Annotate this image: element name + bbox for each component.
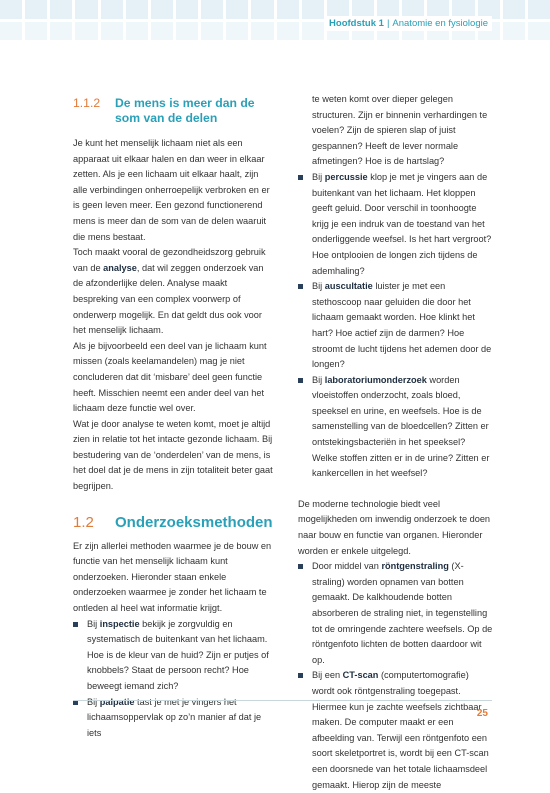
keyword: laboratoriumonderzoek [324, 374, 427, 385]
running-header [325, 16, 492, 31]
paragraph: Als je bijvoorbeeld een deel van je lichaam kunt missen (zoals keelamandelen) mag je niet concluderen dat dit ‘misbare’ deel geen functie heeft. Misschien neemt een ander deel van het lichaam deze functie wel over. [73, 340, 267, 414]
method-list [298, 170, 493, 482]
text-run: klop je met je vingers aan de buitenkant van het lichaam. Het kloppen geeft geluid. Door verschil in toonhoogte krijg je een indruk van de toestand van het onderliggende weefsel. Is het hart vergroot? Hoe ontplooien de longen zich tijdens de ademhaling? [312, 171, 492, 276]
text-run: bekijk je zorgvuldig en systematisch de buitenkant van het lichaam. Hoe is de kleur van de huid? Zijn er putjes of knobbels? Staat de persoon recht? Hoe beweegt iemand zich? [87, 618, 269, 691]
technology-list [298, 559, 493, 793]
keyword: percussie [324, 171, 368, 182]
keyword-analyse: analyse [103, 262, 137, 273]
text-run: Door middel van [312, 561, 382, 572]
text-run: Bij een [312, 670, 343, 681]
keyword: röntgenstraling [381, 561, 449, 572]
text-run: Bij [312, 281, 325, 292]
section-number: 1.1.2 [73, 96, 101, 110]
keyword: auscultatie [324, 281, 373, 292]
footer-rule [73, 700, 492, 701]
paragraph: Je kunt het menselijk lichaam niet als een apparaat uit elkaar halen en dan weer in elkaar zetten. Als je een lichaam uit elkaar haalt, zijn alle verbindingen onherroepelijk verbroken en er is geen leven meer. Een gezond functionerend mens is meer dan de som van de delen waaruit die mens bestaat. [73, 138, 270, 242]
list-item [298, 279, 493, 373]
header-separator: | [386, 18, 390, 29]
chapter-subtitle: Anatomie en fysiologie [392, 18, 488, 29]
keyword: inspectie [99, 618, 140, 629]
section-title: Onderzoeksmethoden [115, 513, 273, 531]
section-heading-12 [73, 513, 273, 533]
page-number: 25 [476, 708, 488, 719]
section-title: De mens is meer dan de som van de delen [115, 96, 255, 125]
text-run: worden vloeistoffen onderzocht, zoals bloed, speeksel en urine, en weefsels. Hoe is de samenstelling van de bloedcellen? Zitten er ontstekingsbacteriën in het speeksel? Welke stoffen zitten er in de urine? Zitten er kankercellen in het weefsel? [312, 374, 490, 479]
paragraph: Wat je door analyse te weten komt, moet je altijd zien in relatie tot het intacte gezonde lichaam. Bij bestudering van de ‘onderdelen’ van de mens, is het doel dat je de mens in zijn totaliteit beter gaat begrijpen. [73, 418, 273, 492]
paragraph-continuation: te weten komt over dieper gelegen structuren. Zijn er binnenin verhardingen te voelen? Zijn de spieren slap of juist gespannen? Heeft de lever normale afmetingen? Hoe is de hartslag? [312, 94, 488, 167]
method-list [73, 617, 273, 742]
keyword: palpatie [99, 696, 135, 707]
text-run: Bij [87, 618, 100, 629]
text-run: tast je met je vingers het lichaamsoppervlak op zo’n manier af dat je iets [87, 696, 262, 738]
text-run: , dat wil zeggen onderzoek van de afzonderlijke delen. Analyse maakt bespreking van een complex voorwerp of onderwerp mogelijk. En dat geldt dus ook voor het menselijk lichaam. [73, 262, 264, 336]
spacer [298, 482, 493, 497]
chapter-label: Hoofdstuk 1 [329, 18, 384, 29]
paragraph: Er zijn allerlei methoden waarmee je de bouw en functie van het menselijk lichaam kunt onderzoeken. Hieronder staan enkele onderzoeken waarmee je zonder het lichaam te ontleden al heel wat informatie krijgt. [73, 540, 272, 614]
list-item [298, 559, 493, 668]
text-run: Toch maakt vooral de gezondheidszorg gebruik van de [73, 247, 266, 273]
paragraph [73, 245, 273, 339]
list-item [298, 373, 493, 482]
text-run: Bij [312, 374, 325, 385]
list-item [73, 695, 273, 742]
keyword: CT-scan [342, 670, 379, 681]
text-run: (X-straling) worden opnamen van botten gemaakt. De kalkhoudende botten absorberen de straling niet, in tegenstelling tot de omringende zachtere weefsels. Op de röntgenfoto lichten de botten daardoor wit op. [312, 561, 493, 665]
right-column [298, 92, 493, 793]
list-item [73, 617, 273, 695]
section-heading-112 [73, 96, 273, 126]
left-column [73, 96, 273, 741]
text-run: (computertomografie) wordt ook röntgenstraling toegepast. Hiermee kun je zachte weefsels zichtbaar maken. De computer maakt er een afbeelding van. Terwijl een röntgenfoto een soort skeletportret is, wordt bij een CT-scan een doorsnede van het totale lichaamsdeel gemaakt. Hierop zijn de meeste [312, 670, 489, 790]
text-run: Bij [312, 171, 325, 182]
text-run: Bij [87, 696, 100, 707]
list-item [298, 170, 493, 279]
text-run: luister je met een stethoscoop naar geluiden die door het lichaam gemaakt worden. Hoe klinkt het hart? Hoe actief zijn de darmen? Hoe stroomt de lucht tijdens het ademen door de longen? [312, 281, 492, 370]
paragraph: De moderne technologie biedt veel mogelijkheden om inwendig onderzoek te doen naar bouw en functie van organen. Hieronder worden er enkele uitgelegd. [298, 498, 491, 556]
list-item [298, 668, 493, 793]
section-number: 1.2 [73, 513, 94, 531]
